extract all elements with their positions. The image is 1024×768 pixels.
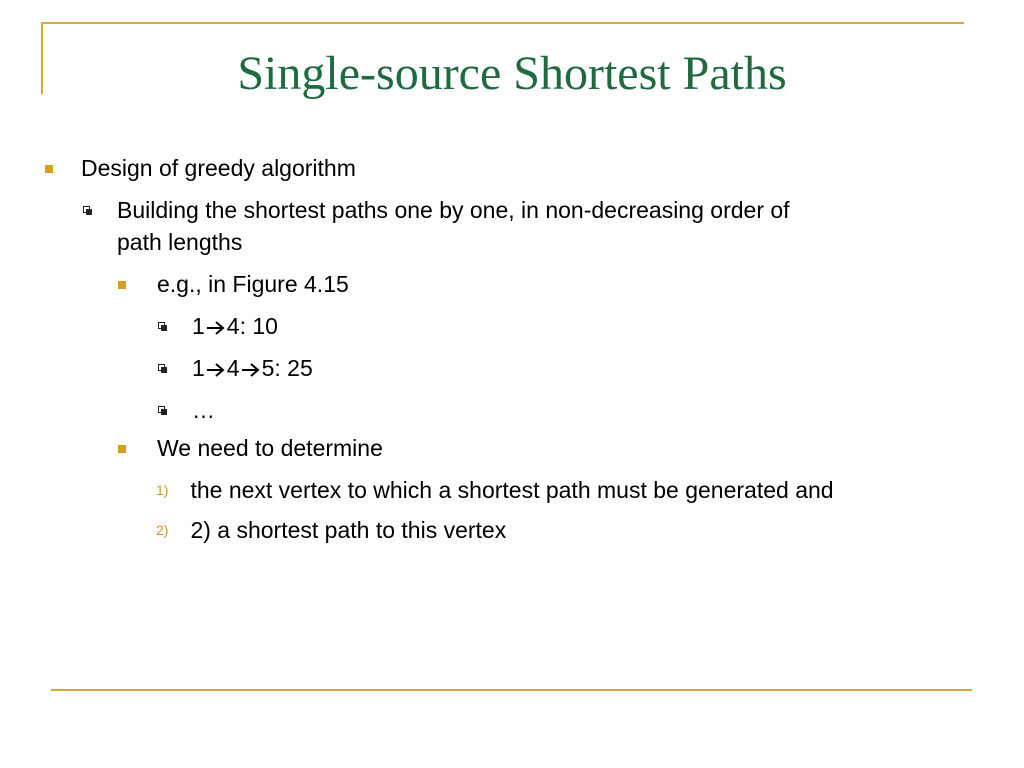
bullet-building-paths-continued	[117, 226, 242, 258]
bullet-example-figure	[118, 268, 349, 300]
path-node: 1	[192, 313, 205, 339]
numbered-text: 2) a shortest path to this vertex	[190, 517, 507, 543]
bullet-text: Building the shortest paths one by one, in non-decreasing order of	[117, 197, 790, 223]
top-accent-rule	[41, 22, 964, 24]
path-expression	[192, 310, 278, 342]
right-arrow-icon	[205, 361, 227, 379]
numbered-item-2	[156, 514, 506, 546]
right-arrow-icon	[205, 319, 227, 337]
numbered-text: the next vertex to which a shortest path must be generated and	[190, 477, 834, 503]
bullet-text: We need to determine	[157, 435, 383, 461]
path-remainder: 4: 10	[226, 313, 278, 339]
hollow-square-icon	[158, 406, 165, 413]
numbered-item-1	[156, 474, 834, 506]
slide-title: Single-source Shortest Paths	[237, 47, 787, 100]
number-marker: 1)	[156, 482, 169, 498]
bullet-text: …	[192, 397, 215, 423]
bullet-text: e.g., in Figure 4.15	[157, 271, 349, 297]
bullet-building-paths	[83, 194, 790, 226]
number-marker: 2)	[156, 522, 169, 538]
path-node: 1	[192, 355, 205, 381]
hollow-square-icon	[158, 364, 165, 371]
bullet-need-to-determine	[118, 432, 383, 464]
path-expression	[192, 352, 313, 384]
filled-square-icon	[45, 165, 53, 173]
filled-square-icon	[118, 445, 126, 453]
bullet-path-1-4	[158, 310, 278, 342]
path-remainder: 5: 25	[261, 355, 313, 381]
right-arrow-icon	[240, 361, 262, 379]
hollow-square-icon	[83, 206, 90, 213]
hollow-square-icon	[158, 322, 165, 329]
bullet-text: path lengths	[117, 229, 243, 255]
filled-square-icon	[118, 281, 126, 289]
bullet-text: Design of greedy algorithm	[81, 155, 356, 181]
bottom-accent-rule	[51, 689, 972, 691]
path-node: 4	[226, 355, 240, 381]
bullet-design-greedy	[45, 152, 356, 184]
bullet-path-1-4-5	[158, 352, 313, 384]
bullet-ellipsis	[158, 394, 215, 426]
